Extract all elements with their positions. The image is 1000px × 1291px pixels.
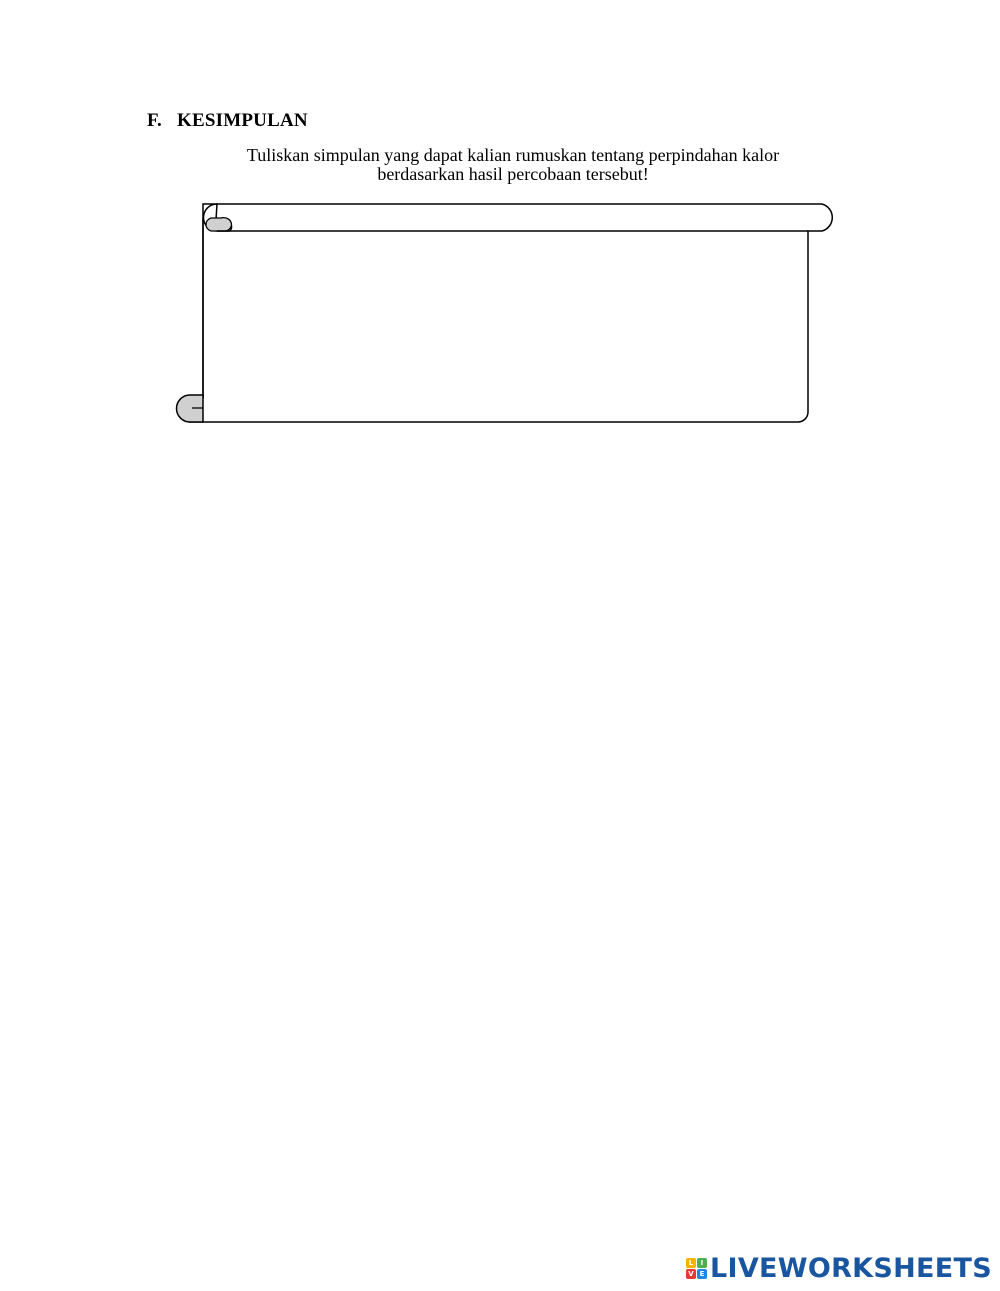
- answer-input[interactable]: [210, 238, 804, 412]
- logo-icon: [686, 1258, 707, 1279]
- instruction-line-1: Tuliskan simpulan yang dapat kalian rumuskan tentang perpindahan kalor: [246, 145, 780, 165]
- liveworksheets-logo: [686, 1253, 992, 1284]
- logo-letter-l: L: [686, 1258, 696, 1268]
- section-title: KESIMPULAN: [177, 110, 308, 131]
- instruction-line-2: berdasarkan hasil percobaan tersebut!: [377, 164, 649, 184]
- logo-letter-v: V: [686, 1269, 696, 1279]
- logo-text: LIVEWORKSHEETS: [709, 1253, 992, 1284]
- instruction-text: [200, 146, 826, 184]
- logo-letter-i: I: [697, 1258, 707, 1268]
- section-heading: [147, 110, 308, 132]
- scroll-top-curl-shade: [206, 218, 232, 231]
- logo-letter-e: E: [697, 1269, 707, 1279]
- scroll-answer-frame: [170, 198, 842, 428]
- section-number: F.: [147, 110, 163, 131]
